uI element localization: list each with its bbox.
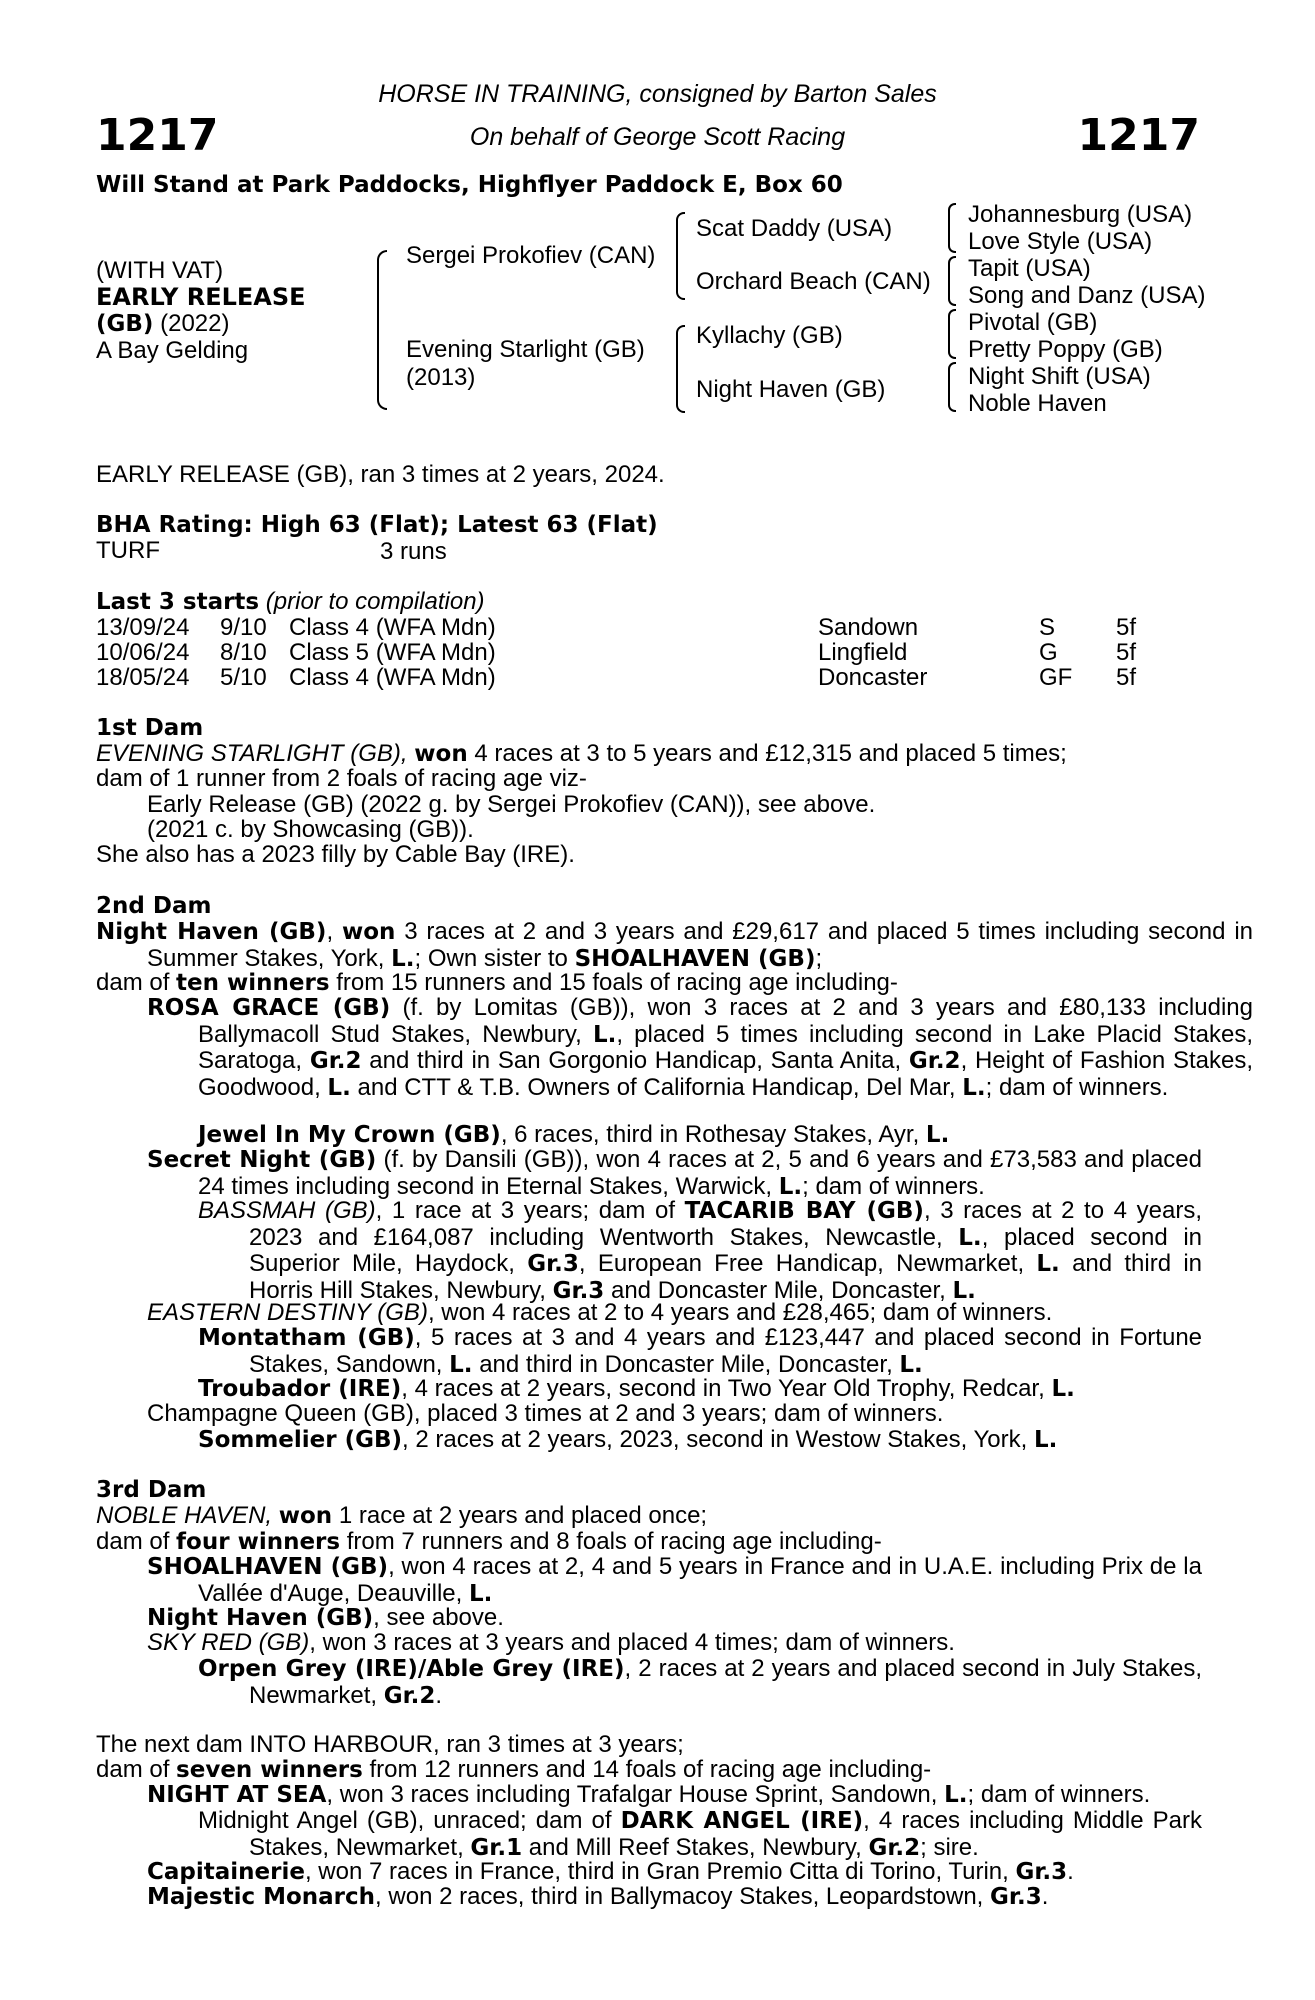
vendor-line: On behalf of George Scott Racing — [469, 123, 846, 151]
third-dam-heading: 3rd Dam — [96, 1477, 207, 1503]
dam-sire: Kyllachy (GB) — [696, 322, 843, 349]
start-distance: 5f — [1116, 614, 1137, 641]
progeny-rosa-grace: ROSA GRACE (GB) (f. by Lomitas (GB)), won 3 races at 2 and 3 years and £80,133 including Ballymacoll Stud Stakes, Newbury, L., placed 5 times including second in Lake Placid Stakes, Saratoga, Gr.2 and third in San Gorgonio Handicap, Santa Anita, Gr.2, Height of Fashion Stakes, Goodwood, L. and CTT & T.B. Owners of California Handicap, Del Mar, L.; dam of winners. — [147, 994, 1254, 1101]
third-dam-produce: dam of four winners from 7 runners and 8 foals of racing age including- — [96, 1528, 882, 1555]
dam-sire-dam: Pretty Poppy (GB) — [968, 336, 1163, 363]
start-course: Sandown — [818, 614, 919, 641]
lot-number-left: 1217 — [96, 110, 219, 161]
next-dam-produce: dam of seven winners from 12 runners and 14 foals of racing age including- — [96, 1756, 932, 1783]
first-dam-foal-2: (2021 c. by Showcasing (GB)). — [147, 816, 474, 843]
start-course: Lingfield — [818, 639, 908, 666]
progeny-sommelier: Sommelier (GB), 2 races at 2 years, 2023, second in Westow Stakes, York, L. — [198, 1426, 1058, 1453]
start-going: G — [1039, 639, 1058, 666]
progeny-night-haven: Night Haven (GB), see above. — [147, 1604, 504, 1631]
third-dam-record: NOBLE HAVEN, won 1 race at 2 years and placed once; — [96, 1502, 708, 1529]
start-race: Class 4 (WFA Mdn) — [289, 664, 496, 691]
start-race: Class 5 (WFA Mdn) — [289, 639, 496, 666]
surface: TURF — [96, 537, 160, 564]
pedigree-brace-ds — [948, 309, 956, 359]
pedigree-brace-sd — [948, 256, 956, 306]
dam: Evening Starlight (GB) — [406, 336, 645, 363]
race-summary: EARLY RELEASE (GB), ran 3 times at 2 years, 2024. — [96, 461, 665, 488]
stand-location: Will Stand at Park Paddocks, Highflyer Paddock E, Box 60 — [96, 172, 843, 198]
progeny-montatham: Montatham (GB), 5 races at 3 and 4 years and £123,447 and placed second in Fortune Stakes, Sandown, L. and third in Doncaster Mile, Doncaster, L. — [198, 1324, 1203, 1378]
start-date: 10/06/24 — [96, 639, 190, 666]
bha-rating: BHA Rating: High 63 (Flat); Latest 63 (Flat) — [96, 512, 658, 538]
sire: Sergei Prokofiev (CAN) — [406, 242, 656, 269]
first-dam-foal-3: She also has a 2023 filly by Cable Bay (IRE). — [96, 841, 575, 868]
progeny-midnight-angel: Midnight Angel (GB), unraced; dam of DARK ANGEL (IRE), 4 races including Middle Park Stakes, Newmarket, Gr.1 and Mill Reef Stakes, Newbury, Gr.2; sire. — [198, 1807, 1202, 1861]
dam-sire-sire: Pivotal (GB) — [968, 309, 1098, 336]
dam-dam: Night Haven (GB) — [696, 376, 886, 403]
sire-dam-sire: Tapit (USA) — [968, 255, 1091, 282]
first-dam-foal-1: Early Release (GB) (2022 g. by Sergei Prokofiev (CAN)), see above. — [147, 791, 876, 818]
horse-description: A Bay Gelding — [96, 337, 249, 364]
second-dam-produce: dam of ten winners from 15 runners and 15 foals of racing age including- — [96, 969, 898, 996]
horse-country-year: (GB) (2022) — [96, 310, 230, 337]
start-position: 5/10 — [220, 664, 267, 691]
progeny-night-at-sea: NIGHT AT SEA, won 3 races including Trafalgar House Sprint, Sandown, L.; dam of winners. — [147, 1781, 1151, 1808]
sire-dam-dam: Song and Danz (USA) — [968, 282, 1206, 309]
start-course: Doncaster — [818, 664, 928, 691]
horse-name: EARLY RELEASE — [96, 283, 306, 311]
start-date: 13/09/24 — [96, 614, 190, 641]
sire-sire-dam: Love Style (USA) — [968, 228, 1153, 255]
progeny-bassmah: BASSMAH (GB), 1 race at 3 years; dam of TACARIB BAY (GB), 3 races at 2 to 4 years, 2023 and £164,087 including Wentworth Stakes, Newcastle, L., placed second in Superior Mile, Haydock, Gr.3, European Free Handicap, Newmarket, L. and third in Horris Hill Stakes, Newbury, Gr.3 and Doncaster Mile, Doncaster, L. — [198, 1197, 1202, 1304]
progeny-eastern-destiny: EASTERN DESTINY (GB), won 4 races at 2 to 4 years and £28,465; dam of winners. — [147, 1299, 1053, 1326]
progeny-troubador: Troubador (IRE), 4 races at 2 years, second in Two Year Old Trophy, Redcar, L. — [198, 1375, 1075, 1402]
sire-sire: Scat Daddy (USA) — [696, 215, 893, 242]
progeny-shoalhaven: SHOALHAVEN (GB), won 4 races at 2, 4 and 5 years in France and in U.A.E. including Prix de la Vallée d'Auge, Deauville, L. — [147, 1553, 1202, 1607]
first-dam-produce: dam of 1 runner from 2 foals of racing age viz- — [96, 765, 587, 792]
first-dam-heading: 1st Dam — [96, 715, 204, 741]
next-dam-record: The next dam INTO HARBOUR, ran 3 times at 3 years; — [96, 1731, 684, 1758]
dam-year: (2013) — [406, 364, 476, 391]
pedigree-brace-ss — [948, 203, 956, 253]
pedigree-brace-dam — [676, 325, 685, 413]
dam-dam-sire: Night Shift (USA) — [968, 363, 1151, 390]
start-distance: 5f — [1116, 639, 1137, 666]
progeny-majestic-monarch: Majestic Monarch, won 2 races, third in Ballymacoy Stakes, Leopardstown, Gr.3. — [147, 1883, 1049, 1910]
pedigree-brace-sire — [676, 212, 685, 300]
last-starts-heading: Last 3 starts (prior to compilation) — [96, 588, 485, 615]
lot-number-right: 1217 — [1077, 110, 1200, 161]
second-dam-record: Night Haven (GB), won 3 races at 2 and 3 years and £29,617 and placed 5 times including second in Summer Stakes, York, L.; Own sister to SHOALHAVEN (GB); — [96, 918, 1254, 972]
start-distance: 5f — [1116, 664, 1137, 691]
dam-dam-dam: Noble Haven — [968, 390, 1107, 417]
progeny-secret-night: Secret Night (GB) (f. by Dansili (GB)), won 4 races at 2, 5 and 6 years and £73,583 and placed 24 times including second in Eternal Stakes, Warwick, L.; dam of winners. — [147, 1146, 1202, 1200]
start-date: 18/05/24 — [96, 664, 190, 691]
progeny-jewel-in-my-crown: Jewel In My Crown (GB), 6 races, third in Rothesay Stakes, Ayr, L. — [198, 1121, 950, 1148]
vat-note: (WITH VAT) — [96, 257, 224, 284]
sire-sire-sire: Johannesburg (USA) — [968, 201, 1193, 228]
start-going: GF — [1039, 664, 1073, 691]
second-dam-heading: 2nd Dam — [96, 893, 212, 919]
sire-dam: Orchard Beach (CAN) — [696, 268, 931, 295]
pedigree-brace-main — [377, 250, 387, 410]
start-position: 8/10 — [220, 639, 267, 666]
progeny-sky-red: SKY RED (GB), won 3 races at 3 years and placed 4 times; dam of winners. — [147, 1629, 955, 1656]
start-race: Class 4 (WFA Mdn) — [289, 614, 496, 641]
pedigree-brace-dd — [948, 362, 956, 412]
start-going: S — [1039, 614, 1056, 641]
start-position: 9/10 — [220, 614, 267, 641]
first-dam-record: EVENING STARLIGHT (GB), won 4 races at 3 to 5 years and £12,315 and placed 5 times; — [96, 740, 1067, 767]
progeny-champagne-queen: Champagne Queen (GB), placed 3 times at 2 and 3 years; dam of winners. — [147, 1400, 944, 1427]
consignment-line: HORSE IN TRAINING, consigned by Barton Sales — [378, 80, 937, 108]
progeny-orpen-grey: Orpen Grey (IRE)/Able Grey (IRE), 2 races at 2 years and placed second in July Stakes, Newmarket, Gr.2. — [198, 1655, 1203, 1709]
progeny-capitainerie: Capitainerie, won 7 races in France, third in Gran Premio Citta di Torino, Turin, Gr.3. — [147, 1858, 1074, 1885]
surface-runs: 3 runs — [380, 538, 447, 565]
